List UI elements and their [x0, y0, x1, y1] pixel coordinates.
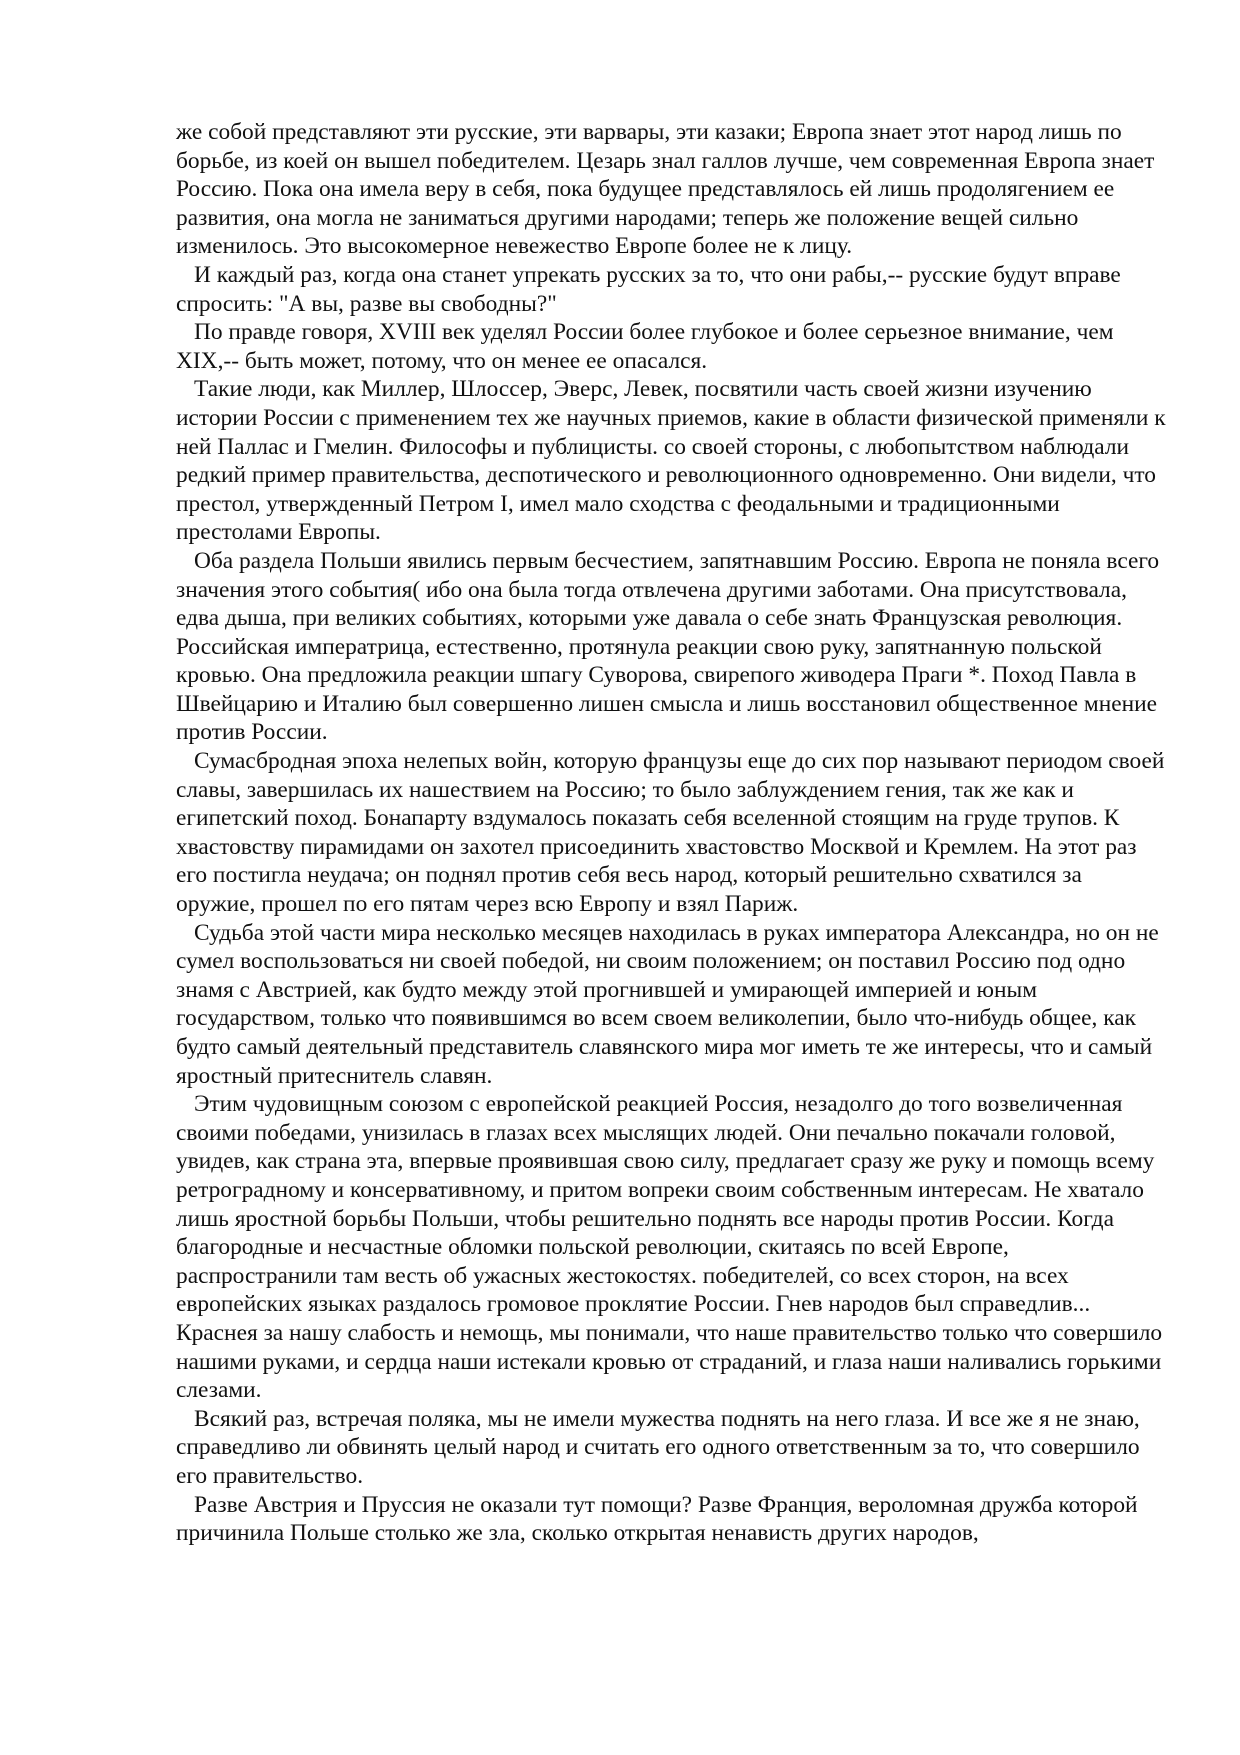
body-text [176, 118, 1166, 1548]
paragraph: Всякий раз, встречая поляка, мы не имели мужества поднять на него глаза. И все же я не знаю, справедливо ли обвинять целый народ и считать его одного ответственным за то, что совершило его правительство. [176, 1405, 1140, 1489]
paragraph: Этим чудовищным союзом с европейской реакцией Россия, незадолго до того возвеличенная своими победами, унизилась в глазах всех мыслящих людей. Они печально покачали головой, увидев, как страна эта, впервые проявившая свою силу, предлагает сразу же руку и помощь всему ретроградному и консервативному, и притом вопреки своим собственным интересам. Не хватало лишь яростной борьбы Польши, чтобы решительно поднять все народы против России. Когда благородные и несчастные обломки польской революции, скитаясь по всей Европе, распространили там весть об ужасных жестокостях. победителей, со всех сторон, на всех европейских языках раздалось громовое проклятие России. Гнев народов был справедлив... Краснея за нашу слабость и немощь, мы понимали, что наше правительство только что совершило нашими руками, и сердца наши истекали кровью от страданий, и глаза наши наливались горькими слезами. [176, 1091, 1163, 1404]
paragraph: Сумасбродная эпоха нелепых войн, которую французы еще до сих пор называют периодом своей славы, завершилась их нашествием на Россию; то было заблуждением гения, так же как и египетский поход. Бонапарту вздумалось показать себя вселенной стоящим на груде трупов. К хвастовству пирамидами он захотел присоединить хвастовство Москвой и Кремлем. На этот раз его постигла неудача; он поднял против себя весь народ, который решительно схватился за оружие, прошел по его пятам через всю Европу и взял Париж. [176, 748, 1165, 918]
paragraph: Разве Австрия и Пруссия не оказали тут помощи? Разве Франция, вероломная дружба которой причинила Польше столько же зла, сколько открытая ненависть других народов, [176, 1491, 1138, 1547]
paragraph: Такие люди, как Миллер, Шлоссер, Эверс, Левек, посвятили часть своей жизни изучению истории России с применением тех же научных приемов, какие в области физической применяли к ней Паллас и Гмелин. Философы и публицисты. со своей стороны, с любопытством наблюдали редкий пример правительства, деспотического и революционного одновременно. Они видели, что престол, утвержденный Петром I, имел мало сходства с феодальными и традиционными престолами Европы. [176, 376, 1166, 546]
paragraph: Судьба этой части мира несколько месяцев находилась в руках императора Александра, но он не сумел воспользоваться ни своей победой, ни своим положением; он поставил Россию под одно знамя с Австрией, как будто между этой прогнившей и умирающей империей и юным государством, только что появившимся во всем своем великолепии, было что-нибудь общее, как будто самый деятельный представитель славянского мира мог иметь те же интересы, что и самый яростный притеснитель славян. [176, 919, 1159, 1089]
paragraph: Оба раздела Польши явились первым бесчестием, запятнавшим Россию. Европа не поняла всего значения этого события( ибо она была тогда отвлечена другими заботами. Она присутствовала, едва дыша, при великих событиях, которыми уже давала о себе знать Французская революция. Российская императрица, естественно, протянула реакции свою руку, запятнанную польской кровью. Она предложила реакции шпагу Суворова, свирепого живодера Праги *. Поход Павла в Швейцарию и Италию был совершенно лишен смысла и лишь восстановил общественное мнение против России. [176, 547, 1160, 746]
paragraph: По правде говоря, XVIII век уделял России более глубокое и более серьезное внимание, чем XIX,-- быть может, потому, что он менее ее опасался. [176, 319, 1114, 374]
paragraph: И каждый раз, когда она станет упрекать русских за то, что они рабы,-- русские будут вправе спросить: "А вы, разве вы свободны?" [176, 261, 1121, 317]
paragraph: же собой представляют эти русские, эти варвары, эти казаки; Европа знает этот народ лишь по борьбе, из коей он вышел победителем. Цезарь знал галлов лучше, чем современная Европа знает Россию. Пока она имела веру в себя, пока будущее представлялось ей лишь продолягением ее развития, она могла не заниматься другими народами; теперь же положение вещей сильно изменилось. Это высокомерное невежество Европе более не к лицу. [176, 119, 1155, 260]
